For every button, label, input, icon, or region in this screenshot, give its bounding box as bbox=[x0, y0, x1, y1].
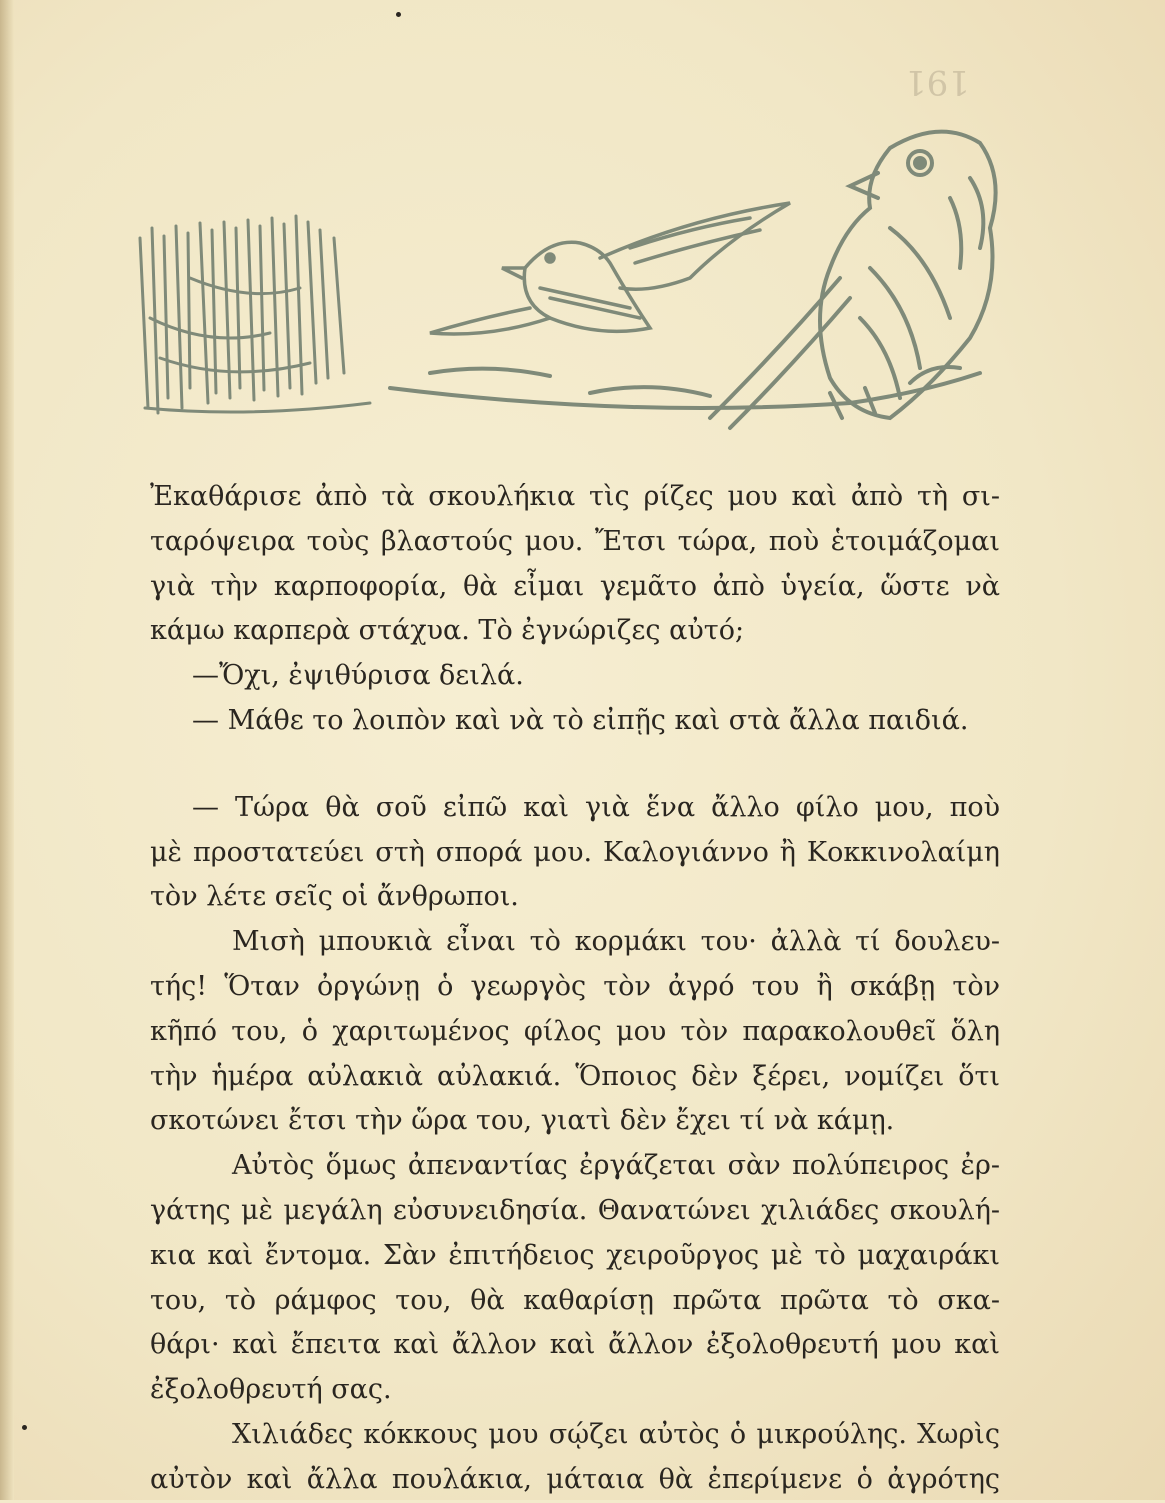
text-line: Ἐκαθάρισε ἀπὸ τὰ σκουλήκια τὶς ρίζες μου καὶ ἀπὸ τὴ σι- bbox=[150, 481, 1000, 512]
dialogue-line: —Ὄχι, ἐψιθύρισα δειλά. bbox=[192, 660, 524, 692]
grass-strokes bbox=[140, 216, 370, 413]
section-gap bbox=[150, 744, 1000, 786]
paragraph bbox=[150, 475, 1000, 654]
text-line: σκοτώνει ἔτσι τὴν ὥρα του, γιατὶ δὲν ἔχει τί νὰ κάμῃ. bbox=[150, 1105, 895, 1137]
paragraph bbox=[150, 1144, 1000, 1413]
text-line: κάμω καρπερὰ στάχυα. Τὸ ἐγνώριζες αὐτό; bbox=[150, 615, 745, 647]
dialogue-line: — Μάθε το λοιπὸν καὶ νὰ τὸ εἰπῇς καὶ στὰ ἄλλα παιδιά. bbox=[192, 704, 969, 736]
ink-speck bbox=[396, 12, 401, 17]
text-line: Χιλιάδες κόκκους μου σῴζει αὐτὸς ὁ μικρούλης. Χωρὶς bbox=[232, 1418, 1000, 1450]
text-line: Αὐτὸς ὅμως ἀπεναντίας ἐργάζεται σὰν πολύπειρος ἐρ- bbox=[232, 1150, 1000, 1182]
text-line: ἐξολοθρευτή σας. bbox=[150, 1374, 392, 1406]
paragraph bbox=[150, 1413, 1000, 1503]
text-line: γιὰ τὴν καρποφορία, θὰ εἶμαι γεμᾶτο ἀπὸ ὑγεία, ὥστε νὰ bbox=[150, 570, 1000, 602]
perched-bird bbox=[710, 132, 996, 428]
text-line: κια καὶ ἔντομα. Σὰν ἐπιτήδειος χειροῦργος μὲ τὸ μαχαιράκι bbox=[150, 1239, 1000, 1271]
ink-speck bbox=[22, 1425, 27, 1430]
text-line: του, τὸ ράμφος του, θὰ καθαρίσῃ πρῶτα πρῶτα τὸ σκα- bbox=[150, 1284, 1000, 1316]
text-line: τὴν ἡμέρα αὐλακιὰ αὐλακιά. Ὅποιος δὲν ξέρει, νομίζει ὅτι bbox=[150, 1060, 1000, 1092]
text-line: τὸν λέτε σεῖς οἱ ἄνθρωποι. bbox=[150, 881, 519, 913]
paragraph bbox=[150, 920, 1000, 1144]
text-line: Μισὴ μπουκιὰ εἶναι τὸ κορμάκι του· ἀλλὰ τί δουλευ- bbox=[232, 926, 1000, 958]
text-line: — Τώρα θὰ σοῦ εἰπῶ καὶ γιὰ ἕνα ἄλλο φίλο μου, ποὺ bbox=[192, 791, 1000, 823]
text-line: μὲ προστατεύει στὴ σπορά μου. Καλογιάννο ἢ Κοκκινολαίμη bbox=[150, 836, 1000, 868]
text-line: τής! Ὅταν ὀργώνῃ ὁ γεωργὸς τὸν ἀγρό του ἢ σκάβῃ τὸν bbox=[150, 970, 1000, 1002]
flying-bird bbox=[430, 203, 790, 334]
page-number-show-through: 191 bbox=[905, 62, 970, 102]
text-line: αὐτὸν καὶ ἄλλα πουλάκια, μάταια θὰ ἐπερίμενε ὁ ἀγρότης bbox=[150, 1463, 1000, 1495]
bird-illustration bbox=[130, 118, 1010, 448]
paragraph bbox=[150, 786, 1000, 920]
text-line: θάρι· καὶ ἔπειτα καὶ ἄλλον καὶ ἄλλον ἐξολοθρευτή μου καὶ bbox=[150, 1329, 1000, 1361]
text-line: ταρόψειρα τοὺς βλαστούς μου. Ἔτσι τώρα, ποὺ ἑτοιμάζομαι bbox=[150, 525, 1000, 557]
text-line: κῆπό του, ὁ χαριτωμένος φίλος μου τὸν παρακολουθεῖ ὅλη bbox=[150, 1015, 1000, 1047]
branch bbox=[390, 367, 980, 418]
body-text bbox=[150, 475, 1000, 1503]
page-binding-edge bbox=[0, 0, 14, 1500]
text-line: γάτης μὲ μεγάλη εὐσυνειδησία. Θανατώνει χιλιάδες σκουλή- bbox=[150, 1194, 1000, 1226]
